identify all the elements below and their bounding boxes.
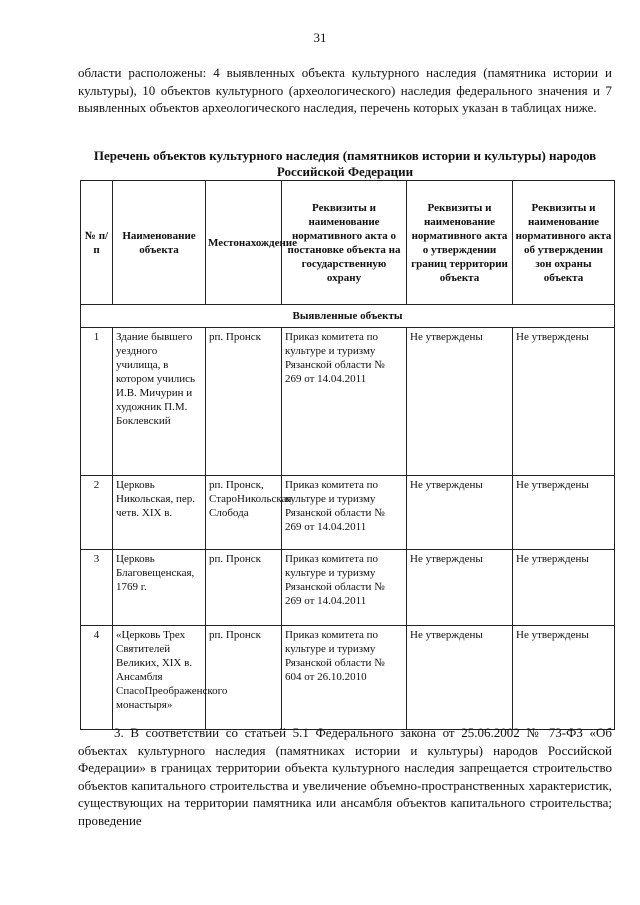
row-zones-act: Не утверждены — [513, 328, 615, 476]
table-row — [81, 626, 615, 730]
row-location: рп. Пронск — [206, 550, 282, 626]
table-row — [81, 476, 615, 550]
row-protection-act: Приказ комитета по культуре и туризму Рязанской области № 269 от 14.04.2011 — [282, 550, 407, 626]
row-territory-act: Не утверждены — [407, 328, 513, 476]
row-number: 3 — [81, 550, 113, 626]
row-location: рп. Пронск, СтароНикольская Слобода — [206, 476, 282, 550]
table-row — [81, 550, 615, 626]
row-number: 4 — [81, 626, 113, 730]
page-number: 31 — [313, 30, 327, 45]
row-number: 2 — [81, 476, 113, 550]
row-location: рп. Пронск — [206, 328, 282, 476]
header-territory-act: Реквизиты и наименование нормативного акта о утверждении границ территории объекта — [407, 181, 513, 305]
header-number: № п/п — [81, 181, 113, 305]
row-protection-act: Приказ комитета по культуре и туризму Рязанской области № 604 от 26.10.2010 — [282, 626, 407, 730]
row-territory-act: Не утверждены — [407, 550, 513, 626]
table-row — [81, 328, 615, 476]
intro-paragraph: области расположены: 4 выявленных объекта культурного наследия (памятника истории и культуры), 10 объектов культурного (археологического) наследия федерального значения и 7 выявленных объектов археологического наследия, перечень которых указан в таблицах ниже. — [78, 65, 612, 115]
row-protection-act: Приказ комитета по культуре и туризму Рязанской области № 269 от 14.04.2011 — [282, 328, 407, 476]
row-name: Здание бывшего уездного училища, в котором учились И.В. Мичурин и художник П.М. Боклевский — [113, 328, 206, 476]
heritage-objects-table — [80, 180, 615, 730]
header-protection-act: Реквизиты и наименование нормативного акта о постановке объекта на государственную охрану — [282, 181, 407, 305]
row-name: Церковь Благовещенская, 1769 г. — [113, 550, 206, 626]
section-label: Выявленные объекты — [81, 305, 615, 328]
header-name: Наименование объекта — [113, 181, 206, 305]
table-header-row — [81, 181, 615, 305]
row-zones-act: Не утверждены — [513, 626, 615, 730]
row-name: «Церковь Трех Святителей Великих, XIX в. Ансамбля СпасоПреображенского монастыря» — [113, 626, 206, 730]
row-territory-act: Не утверждены — [407, 626, 513, 730]
row-territory-act: Не утверждены — [407, 476, 513, 550]
header-location: Местонахождение — [206, 181, 282, 305]
section-row — [81, 305, 615, 328]
row-protection-act: Приказ комитета по культуре и туризму Рязанской области № 269 от 14.04.2011 — [282, 476, 407, 550]
row-location: рп. Пронск — [206, 626, 282, 730]
row-zones-act: Не утверждены — [513, 476, 615, 550]
table-title: Перечень объектов культурного наследия (памятников истории и культуры) народов Российской Федерации — [93, 148, 597, 179]
closing-paragraph: 3. В соответствии со статьей 5.1 Федерального закона от 25.06.2002 № 73-ФЗ «Об объектах культурного наследия (памятниках истории и культуры) народов Российской Федерации» в границах территории объекта культурного наследия запрещается строительство объектов капитального строительства и увеличение объемно-пространственных характеристик, существующих на территории памятника или ансамбля объектов капитального строительства; проведение — [78, 725, 612, 828]
row-name: Церковь Никольская, пер. четв. XIX в. — [113, 476, 206, 550]
header-zones-act: Реквизиты и наименование нормативного акта об утверждении зон охраны объекта — [513, 181, 615, 305]
row-zones-act: Не утверждены — [513, 550, 615, 626]
row-number: 1 — [81, 328, 113, 476]
